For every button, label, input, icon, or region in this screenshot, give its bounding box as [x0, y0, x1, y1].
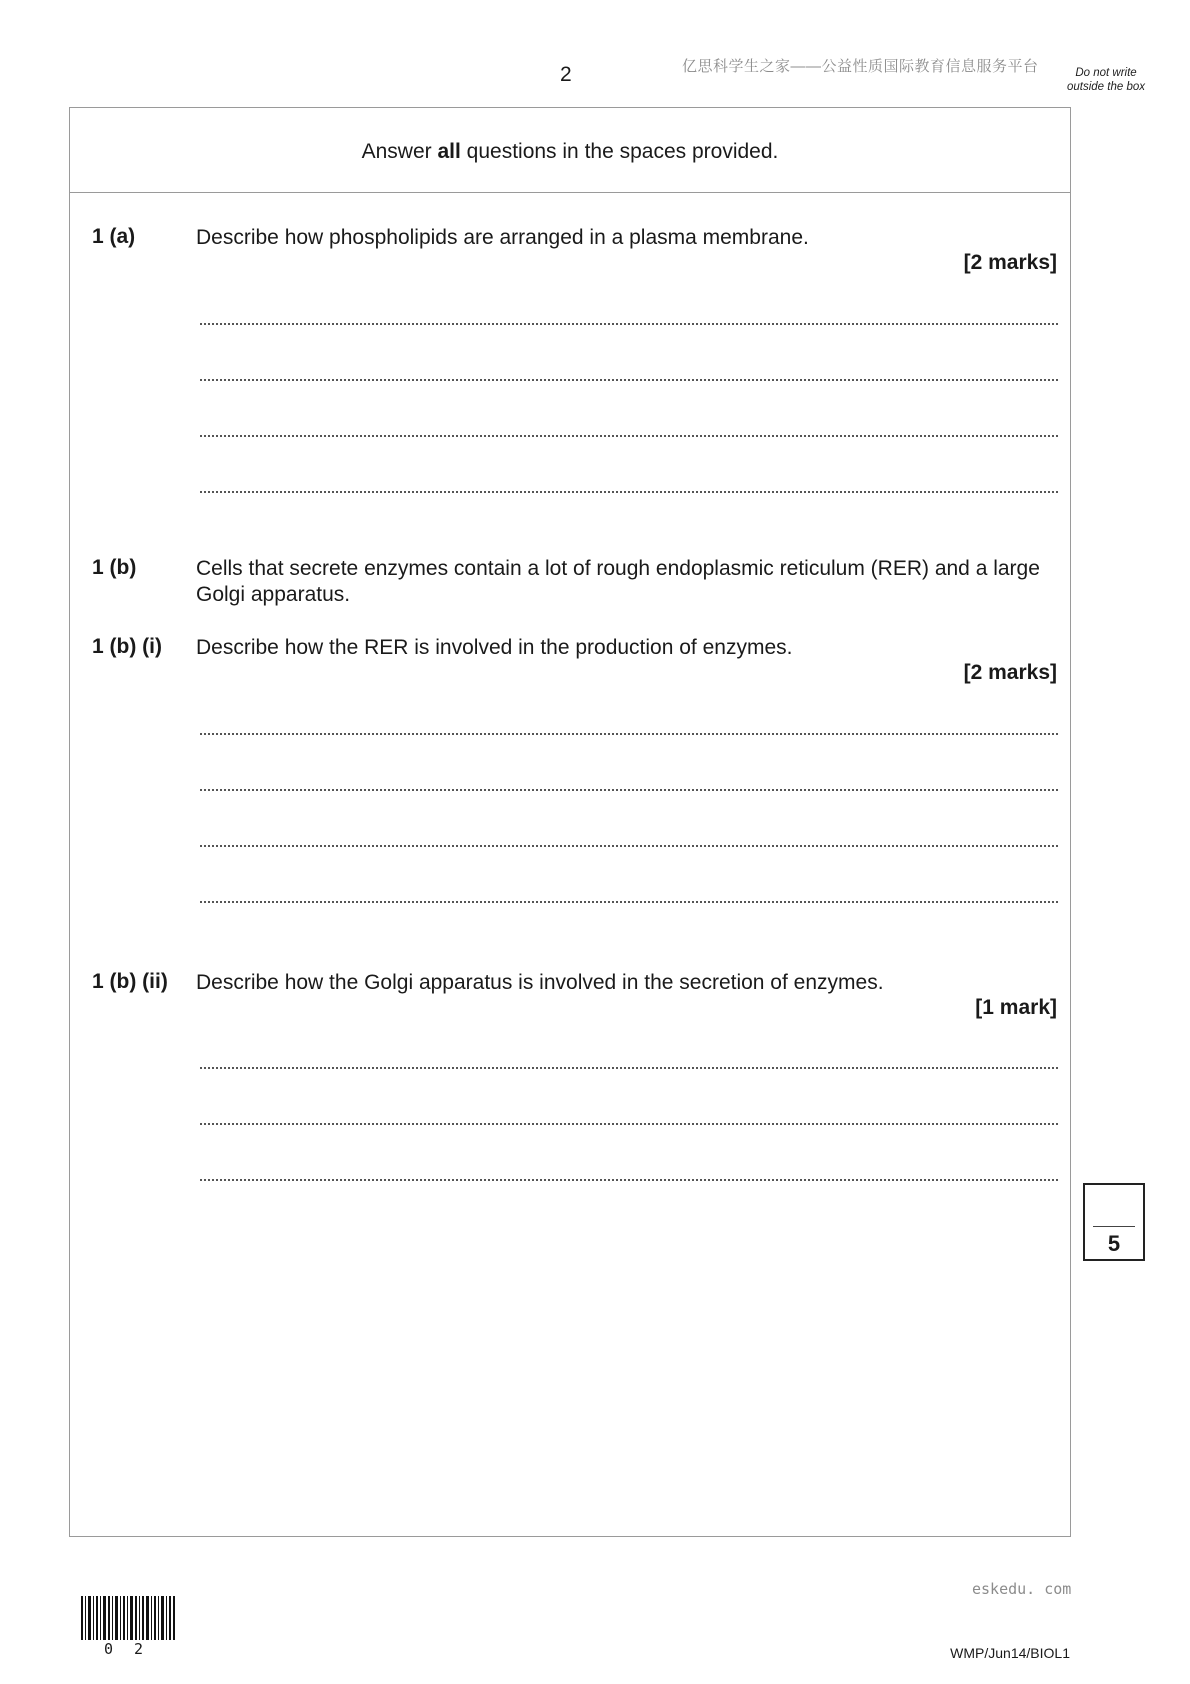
- answer-line-1a-1[interactable]: [200, 323, 1058, 325]
- question-number-1a: 1 (a): [92, 225, 136, 248]
- barcode-icon: [81, 1596, 177, 1640]
- answer-line-1a-4[interactable]: [200, 491, 1058, 493]
- score-total: 5: [1107, 1231, 1121, 1256]
- question-number-1bi: 1 (b) (i): [92, 635, 162, 658]
- answer-line-1bi-3[interactable]: [200, 845, 1058, 847]
- answer-line-1bii-2[interactable]: [200, 1123, 1058, 1125]
- question-text-1bii: Describe how the Golgi apparatus is involved in the secretion of enzymes.: [196, 971, 884, 994]
- answer-frame: [69, 107, 1071, 1537]
- question-number-1b: 1 (b): [92, 556, 137, 579]
- answer-line-1a-3[interactable]: [200, 435, 1058, 437]
- paper-reference: WMP/Jun14/BIOL1: [950, 1645, 1070, 1661]
- page-number: 2: [560, 63, 572, 86]
- answer-line-1bii-1[interactable]: [200, 1067, 1058, 1069]
- watermark-top: 亿思科学生之家——公益性质国际教育信息服务平台: [682, 58, 1039, 75]
- margin-note: Do not write outside the box: [1066, 67, 1145, 93]
- instruction: [69, 140, 1071, 164]
- question-text-1b: Cells that secrete enzymes contain a lot of rough endoplasmic reticulum (RER) and a large Golgi apparatus.: [196, 557, 1040, 606]
- instruction-prefix: Answer: [361, 140, 438, 163]
- instruction-suffix: questions in the spaces provided.: [460, 140, 779, 163]
- marks-1bii: [1 mark]: [975, 996, 1057, 1019]
- answer-line-1bi-2[interactable]: [200, 789, 1058, 791]
- barcode-digits: 0 2: [104, 1640, 150, 1658]
- answer-line-1a-2[interactable]: [200, 379, 1058, 381]
- watermark-bottom: eskedu. com: [972, 1580, 1072, 1598]
- answer-line-1bii-3[interactable]: [200, 1179, 1058, 1181]
- score-box-rule: [1093, 1226, 1135, 1227]
- answer-line-1bi-1[interactable]: [200, 733, 1058, 735]
- question-text-1a: Describe how phospholipids are arranged in a plasma membrane.: [196, 226, 809, 249]
- question-text-1bi: Describe how the RER is involved in the production of enzymes.: [196, 636, 793, 659]
- question-number-1bii: 1 (b) (ii): [92, 970, 168, 993]
- marks-1bi: [2 marks]: [963, 661, 1057, 684]
- header-divider: [69, 192, 1071, 193]
- instruction-bold: all: [437, 140, 461, 163]
- marks-1a: [2 marks]: [963, 251, 1057, 274]
- answer-line-1bi-4[interactable]: [200, 901, 1058, 903]
